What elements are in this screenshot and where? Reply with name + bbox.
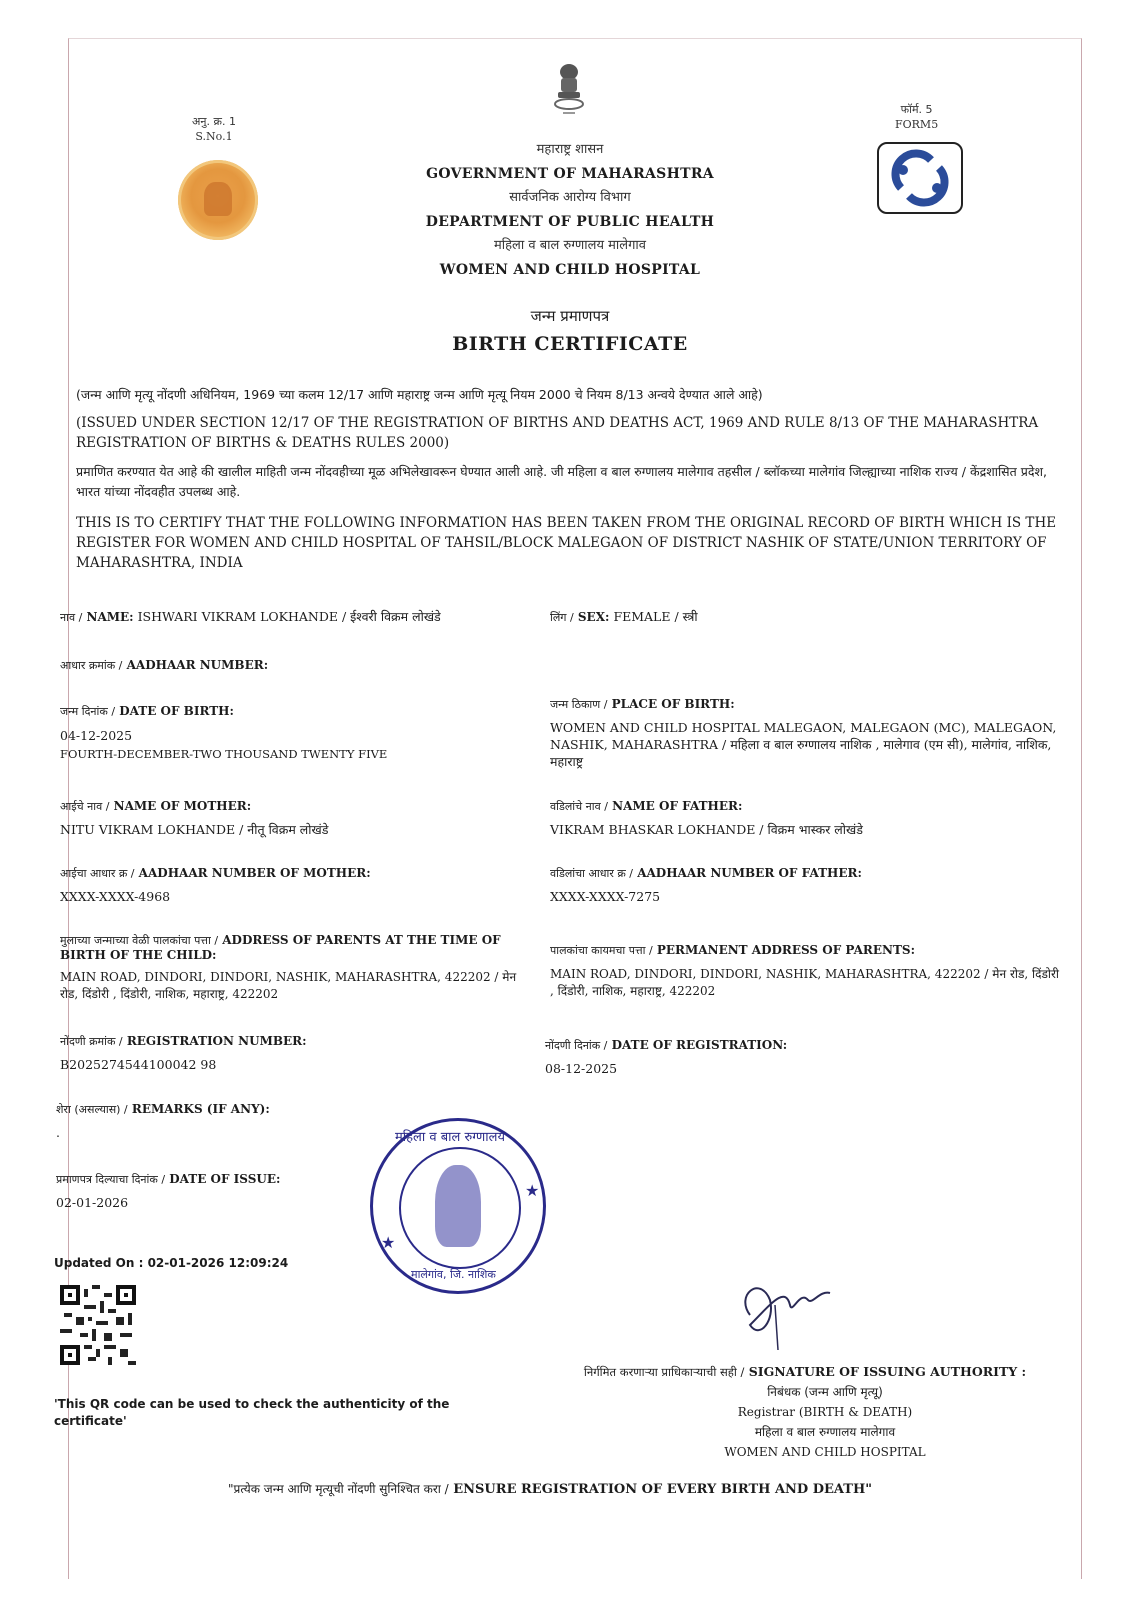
serial-mr: अनु. क्र. 1 [192,115,236,128]
remarks-value: . [56,1125,60,1140]
label-mr: जन्म दिनांक / [60,705,116,718]
slogan-mr: "प्रत्येक जन्म आणि मृत्यूची नोंदणी सुनिश्चित करा / [227,1482,449,1496]
hospital-mr: महिला व बाल रुग्णालय मालेगाव [493,238,646,253]
dept-en: DEPARTMENT OF PUBLIC HEALTH [425,214,715,230]
document-title [360,303,780,359]
field-place-of-birth [550,695,1060,770]
sig-hospital-en: WOMEN AND CHILD HOSPITAL [724,1445,926,1459]
label-mr: आईचा आधार क्र / [60,867,135,880]
registrar-signature-icon [730,1245,840,1355]
health-department-logo-icon [877,142,963,214]
label-mr: नोंदणी क्रमांक / [60,1035,123,1048]
sig-hospital-mr: महिला व बाल रुग्णालय मालेगाव [754,1425,896,1439]
certify-statement-en: THIS IS TO CERTIFY THAT THE FOLLOWING INFORMATION HAS BEEN TAKEN FROM THE ORIGINAL RECORD OF BIRTH WHICH IS THE REGISTER FOR WOMEN AND CHILD HOSPITAL OF TAHSIL/BLOCK MALEGAON OF DISTRICT NASHIK OF STATE/UNION TERRITORY OF MAHARASHTRA, INDIA [76,515,1057,571]
maharashtra-seal-icon [178,160,258,240]
sex-value: FEMALE / स्त्री [613,609,698,624]
father-name-value: VIKRAM BHASKAR LOKHANDE / विक्रम भास्कर लोखंडे [550,822,863,837]
field-name [60,607,530,627]
title-en: BIRTH CERTIFICATE [452,333,688,355]
father-aadhaar-value: XXXX-XXXX-7275 [550,889,661,904]
label-mr: नोंदणी दिनांक / [545,1039,608,1052]
dob-value: 04-12-2025 [60,728,133,743]
mother-aadhaar-value: XXXX-XXXX-4968 [60,889,171,904]
label-en: PLACE OF BIRTH: [611,697,735,711]
label-en: AADHAAR NUMBER OF MOTHER: [138,866,371,880]
stamp-text-bottom: मालेगांव, जि. नाशिक [411,1268,496,1281]
qr-code-icon[interactable] [60,1285,136,1365]
registration-slogan [200,1480,900,1497]
label-en: NAME: [86,610,134,624]
issue-date-value: 02-01-2026 [56,1195,129,1210]
label-mr: जन्म ठिकाण / [550,698,608,711]
updated-on: Updated On : 02-01-2026 12:09:24 [54,1256,289,1270]
gov-mr: महाराष्ट्र शासन [536,142,604,157]
field-registration-number [60,1032,530,1074]
hospital-stamp-icon: ★ ★ महिला व बाल रुग्णालय मालेगांव, जि. नाशिक [370,1118,546,1294]
place-of-birth-value: WOMEN AND CHILD HOSPITAL MALEGAON, MALEGAON (MC), MALEGAON, NASHIK, MAHARASHTRA / महिला व बाल रुग्णालय नाशिक , मालेगाव (एम सी), मालेगांव, नाशिक, महाराष्ट्र [550,720,1057,769]
qr-authenticity-note: 'This QR code can be used to check the authenticity of the certificate' [54,1397,450,1428]
dept-mr: सार्वजनिक आरोग्य विभाग [509,190,631,205]
registrar-mr: निबंधक (जन्म आणि मृत्यू) [767,1385,883,1399]
child-name-value: ISHWARI VIKRAM LOKHANDE / ईश्वरी विक्रम लोखंडे [137,609,441,624]
field-father-name [550,797,1060,839]
field-date-of-birth [60,702,530,764]
serial-number [192,114,236,144]
label-en: REMARKS (IF ANY): [131,1102,270,1116]
sig-label-en: SIGNATURE OF ISSUING AUTHORITY : [748,1364,1027,1379]
label-en: DATE OF ISSUE: [169,1172,281,1186]
field-address-at-birth [60,933,530,1003]
label-mr: नाव / [60,611,83,624]
label-en: SEX: [577,610,610,624]
label-en: NAME OF MOTHER: [113,799,252,813]
label-en: REGISTRATION NUMBER: [126,1034,307,1048]
label-en: ADDRESS OF PARENTS AT THE TIME OF BIRTH OF THE CHILD: [60,933,501,962]
label-mr: आईचे नाव / [60,800,110,813]
issued-under-mr: (जन्म आणि मृत्यू नोंदणी अधिनियम, 1969 च्या कलम 12/17 आणि महाराष्ट्र जन्म आणि मृत्यू नियम 2000 चे नियम 8/13 अन्वये देण्यात आले आहे) [76,387,763,402]
label-mr: लिंग / [550,611,574,624]
field-mother-aadhaar [60,864,530,906]
form-number [895,102,938,132]
permanent-address-value: MAIN ROAD, DINDORI, DINDORI, NASHIK, MAHARASHTRA, 422202 / मेन रोड, दिंडोरी , दिंडोरी, नाशिक, महाराष्ट्र, 422202 [550,967,1060,998]
hospital-en: WOMEN AND CHILD HOSPITAL [439,262,701,278]
field-mother-name [60,797,530,839]
label-en: DATE OF BIRTH: [119,704,234,718]
form-mr: फॉर्म. 5 [900,103,933,116]
certify-statement-mr: प्रमाणित करण्यात येत आहे की खालील माहिती जन्म नोंदवहीच्या मूळ अभिलेखावरून घेण्यात आली आहे. जी महिला व बाल रुग्णालय मालेगाव तहसील / ब्लॉकच्या मालेगांव जिल्ह्याच्या नाशिक राज्य / केंद्रशासित प्रदेश, भारत यांच्या नोंदवहीत उपलब्ध आहे. [76,464,1047,499]
dob-words-value: FOURTH-DECEMBER-TWO THOUSAND TWENTY FIVE [60,747,388,761]
label-mr: शेरा (असल्यास) / [56,1103,128,1116]
field-father-aadhaar [550,864,1060,906]
field-registration-date [545,1036,1055,1078]
issuing-authority-block [555,1362,1055,1462]
field-sex [550,607,1060,627]
label-en: AADHAAR NUMBER OF FATHER: [637,866,862,880]
registration-date-value: 08-12-2025 [545,1061,618,1076]
slogan-en: ENSURE REGISTRATION OF EVERY BIRTH AND DEATH" [453,1482,873,1497]
label-en: DATE OF REGISTRATION: [611,1038,788,1052]
label-mr: प्रमाणपत्र दिल्याचा दिनांक / [56,1173,166,1186]
label-en: AADHAAR NUMBER: [126,658,269,672]
issued-under-en: (ISSUED UNDER SECTION 12/17 OF THE REGISTRATION OF BIRTHS AND DEATHS ACT, 1969 AND RULE 8/13 OF THE MAHARASHTRA REGISTRATION OF BIRTHS & DEATHS RULES 2000) [76,415,1039,451]
form-en: FORM5 [895,118,939,131]
sig-label-mr: निर्गमित करणाऱ्या प्राधिकाऱ्याची सही / [583,1365,745,1379]
label-mr: पालकांचा कायमचा पत्ता / [550,944,653,957]
registrar-en: Registrar (BIRTH & DEATH) [737,1405,913,1419]
label-en: PERMANENT ADDRESS OF PARENTS: [656,943,915,957]
stamp-text-top: महिला व बाल रुग्णालय [395,1130,506,1145]
label-mr: मुलाच्या जन्माच्या वेळी पालकांचा पत्ता / [60,934,219,947]
field-aadhaar [60,655,530,675]
field-permanent-address [550,941,1060,1000]
gov-en: GOVERNMENT OF MAHARASHTRA [426,166,714,182]
label-mr: वडिलांचे नाव / [550,800,608,813]
label-en: NAME OF FATHER: [612,799,743,813]
address-at-birth-value: MAIN ROAD, DINDORI, DINDORI, NASHIK, MAHARASHTRA, 422202 / मेन रोड, दिंडोरी , दिंडोरी, नाशिक, महाराष्ट्र, 422202 [60,970,517,1001]
registration-number-value: B2025274544100042 98 [60,1057,217,1072]
issuing-authority-header [300,138,840,282]
serial-en: S.No.1 [195,130,233,143]
label-mr: आधार क्रमांक / [60,659,123,672]
title-mr: जन्म प्रमाणपत्र [530,307,610,325]
label-mr: वडिलांचा आधार क्र / [550,867,633,880]
national-emblem-icon [548,62,590,116]
mother-name-value: NITU VIKRAM LOKHANDE / नीतू विक्रम लोखंडे [60,822,329,837]
